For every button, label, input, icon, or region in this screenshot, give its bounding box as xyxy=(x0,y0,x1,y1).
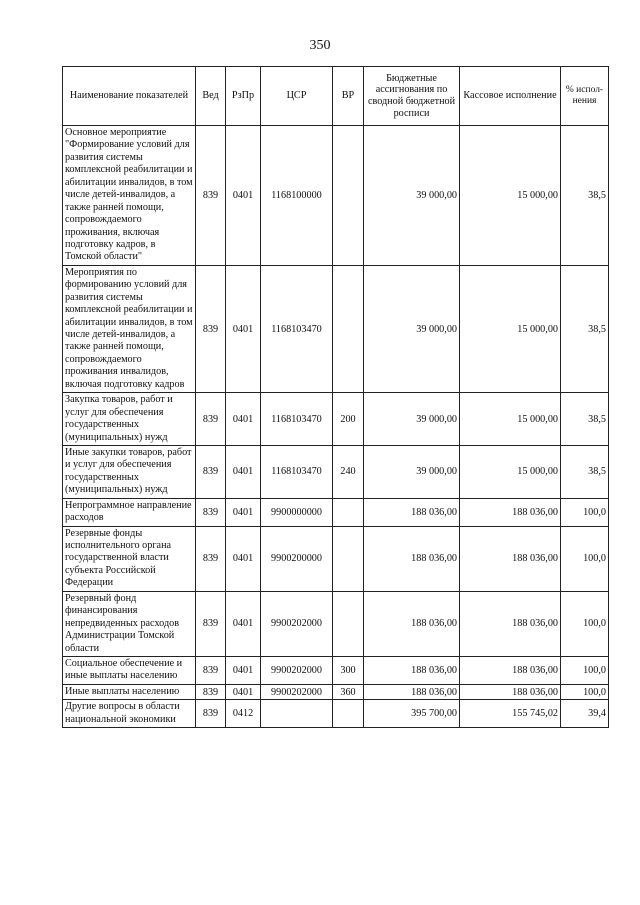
row-vr-cell: 240 xyxy=(333,445,364,498)
row-cash-cell: 155 745,02 xyxy=(460,700,561,728)
budget-execution-table xyxy=(62,66,609,728)
row-cash-cell: 15 000,00 xyxy=(460,126,561,266)
row-pct-cell: 100,0 xyxy=(561,684,609,699)
row-budget-cell: 188 036,00 xyxy=(364,591,460,656)
table-row xyxy=(63,700,609,728)
row-cash-cell: 188 036,00 xyxy=(460,526,561,591)
table-row xyxy=(63,591,609,656)
header-cash: Кассовое исполнение xyxy=(460,67,561,126)
row-ved-cell: 839 xyxy=(196,526,226,591)
row-pct-cell: 100,0 xyxy=(561,526,609,591)
row-csr-cell xyxy=(261,700,333,728)
row-name-cell: Другие вопросы в области национальной экономики xyxy=(63,700,196,728)
row-budget-cell: 39 000,00 xyxy=(364,445,460,498)
row-ved-cell: 839 xyxy=(196,393,226,446)
table-body xyxy=(63,126,609,728)
row-cash-cell: 188 036,00 xyxy=(460,591,561,656)
row-pct-cell: 100,0 xyxy=(561,656,609,684)
row-vr-cell xyxy=(333,265,364,392)
row-csr-cell: 9900202000 xyxy=(261,656,333,684)
table-row xyxy=(63,445,609,498)
row-name-cell: Мероприятия по формированию условий для развития системы комплексной реабилитации и абилитации инвалидов, в том числе детей-инвалидов, а также ранней помощи, сопровождаемого проживания инвалидов, включая подготовку кадров xyxy=(63,265,196,392)
row-cash-cell: 15 000,00 xyxy=(460,265,561,392)
row-ved-cell: 839 xyxy=(196,700,226,728)
row-rzpr-cell: 0401 xyxy=(226,498,261,526)
row-vr-cell xyxy=(333,526,364,591)
row-pct-cell: 100,0 xyxy=(561,498,609,526)
row-pct-cell: 39,4 xyxy=(561,700,609,728)
header-ved: Вед xyxy=(196,67,226,126)
table-row xyxy=(63,265,609,392)
row-rzpr-cell: 0412 xyxy=(226,700,261,728)
row-vr-cell xyxy=(333,591,364,656)
row-budget-cell: 188 036,00 xyxy=(364,526,460,591)
row-pct-cell: 38,5 xyxy=(561,126,609,266)
row-ved-cell: 839 xyxy=(196,445,226,498)
row-budget-cell: 395 700,00 xyxy=(364,700,460,728)
header-vr: ВР xyxy=(333,67,364,126)
row-budget-cell: 188 036,00 xyxy=(364,684,460,699)
row-ved-cell: 839 xyxy=(196,498,226,526)
row-csr-cell: 1168103470 xyxy=(261,445,333,498)
row-vr-cell xyxy=(333,700,364,728)
row-ved-cell: 839 xyxy=(196,684,226,699)
row-pct-cell: 38,5 xyxy=(561,393,609,446)
table-row xyxy=(63,526,609,591)
row-name-cell: Социальное обеспечение и иные выплаты населению xyxy=(63,656,196,684)
row-cash-cell: 15 000,00 xyxy=(460,393,561,446)
header-pct: % испол-нения xyxy=(561,67,609,126)
table-row xyxy=(63,126,609,266)
row-budget-cell: 39 000,00 xyxy=(364,393,460,446)
row-ved-cell: 839 xyxy=(196,591,226,656)
row-budget-cell: 39 000,00 xyxy=(364,126,460,266)
row-rzpr-cell: 0401 xyxy=(226,684,261,699)
row-pct-cell: 100,0 xyxy=(561,591,609,656)
row-vr-cell xyxy=(333,498,364,526)
row-csr-cell: 1168103470 xyxy=(261,393,333,446)
row-name-cell: Непрограммное направление расходов xyxy=(63,498,196,526)
table-row xyxy=(63,393,609,446)
row-name-cell: Иные выплаты населению xyxy=(63,684,196,699)
page-number: 350 xyxy=(309,38,331,53)
row-csr-cell: 9900202000 xyxy=(261,684,333,699)
row-rzpr-cell: 0401 xyxy=(226,526,261,591)
row-vr-cell: 300 xyxy=(333,656,364,684)
row-rzpr-cell: 0401 xyxy=(226,393,261,446)
header-name: Наименование показателей xyxy=(63,67,196,126)
row-name-cell: Резервные фонды исполнительного органа государственной власти субъекта Российской Федерации xyxy=(63,526,196,591)
row-vr-cell: 200 xyxy=(333,393,364,446)
row-budget-cell: 188 036,00 xyxy=(364,498,460,526)
row-ved-cell: 839 xyxy=(196,265,226,392)
row-name-cell: Резервный фонд финансирования непредвиденных расходов Администрации Томской области xyxy=(63,591,196,656)
row-budget-cell: 188 036,00 xyxy=(364,656,460,684)
header-csr: ЦСР xyxy=(261,67,333,126)
table-row xyxy=(63,656,609,684)
row-budget-cell: 39 000,00 xyxy=(364,265,460,392)
table-header-row xyxy=(63,67,609,126)
row-rzpr-cell: 0401 xyxy=(226,126,261,266)
row-csr-cell: 9900202000 xyxy=(261,591,333,656)
row-ved-cell: 839 xyxy=(196,126,226,266)
row-rzpr-cell: 0401 xyxy=(226,445,261,498)
row-rzpr-cell: 0401 xyxy=(226,591,261,656)
row-cash-cell: 188 036,00 xyxy=(460,498,561,526)
row-vr-cell xyxy=(333,126,364,266)
row-vr-cell: 360 xyxy=(333,684,364,699)
row-cash-cell: 188 036,00 xyxy=(460,656,561,684)
row-pct-cell: 38,5 xyxy=(561,445,609,498)
row-csr-cell: 9900200000 xyxy=(261,526,333,591)
row-name-cell: Закупка товаров, работ и услуг для обеспечения государственных (муниципальных) нужд xyxy=(63,393,196,446)
row-pct-cell: 38,5 xyxy=(561,265,609,392)
row-rzpr-cell: 0401 xyxy=(226,265,261,392)
header-rzpr: РзПр xyxy=(226,67,261,126)
row-rzpr-cell: 0401 xyxy=(226,656,261,684)
row-name-cell: Основное мероприятие "Формирование условий для развития системы комплексной реабилитации и абилитации инвалидов, в том числе детей-инвалидов, а также ранней помощи, сопровождаемого проживания, включая подготовку кадров, в Томской области" xyxy=(63,126,196,266)
row-csr-cell: 1168100000 xyxy=(261,126,333,266)
table-row xyxy=(63,498,609,526)
row-csr-cell: 9900000000 xyxy=(261,498,333,526)
row-cash-cell: 15 000,00 xyxy=(460,445,561,498)
row-ved-cell: 839 xyxy=(196,656,226,684)
row-csr-cell: 1168103470 xyxy=(261,265,333,392)
table-row xyxy=(63,684,609,699)
row-cash-cell: 188 036,00 xyxy=(460,684,561,699)
row-name-cell: Иные закупки товаров, работ и услуг для обеспечения государственных (муниципальных) нужд xyxy=(63,445,196,498)
header-budget: Бюджетные ассигнования по сводной бюджетной росписи xyxy=(364,67,460,126)
